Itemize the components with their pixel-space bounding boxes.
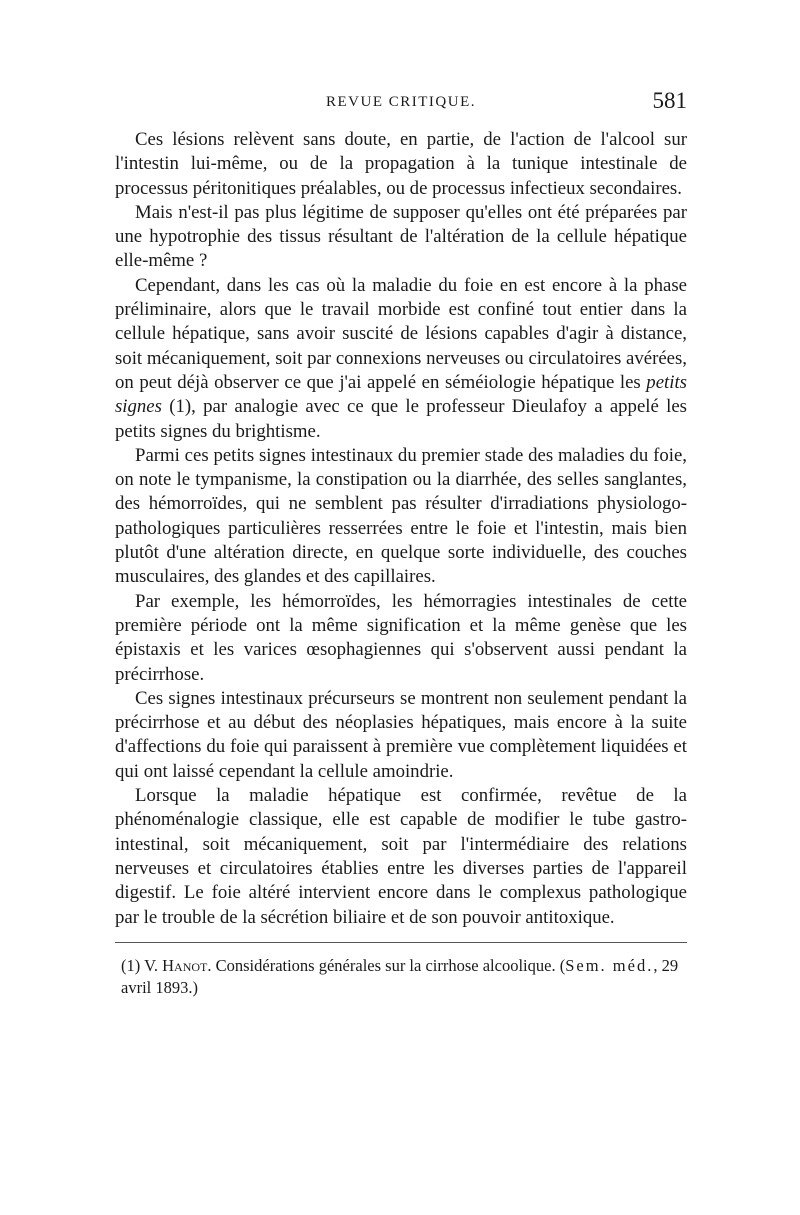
footnote xyxy=(115,955,687,999)
footnote-text: Considérations générales sur la cirrhose alcoolique. ( xyxy=(215,955,566,975)
paragraph-3 xyxy=(115,274,687,444)
running-title: REVUE CRITIQUE. xyxy=(326,94,476,110)
footnote-marker: (1) V. xyxy=(121,955,158,975)
book-page xyxy=(115,88,687,999)
paragraph-5: Par exemple, les hémorroïdes, les hémorragies intestinales de cette première période ont la même signification et la même genèse que les épistaxis et les varices œsophagiennes qui s'observent aussi pendant la précirrhose. xyxy=(115,590,687,685)
paragraph-1: Ces lésions relèvent sans doute, en partie, de l'action de l'alcool sur l'intestin lui-même, ou de la propagation à la tunique intestinale de processus péritonitiques préalables, ou de processus infectieux secondaires. xyxy=(115,129,687,199)
paragraph-2: Mais n'est-il pas plus légitime de supposer qu'elles ont été préparées par une hypotrophie des tissus résultant de l'altération de la cellule hépatique elle-même ? xyxy=(115,201,687,272)
paragraph-3-text-after: (1), par analogie avec ce que le professeur Dieulafoy a appelé les petits signes du brightisme. xyxy=(115,396,687,442)
paragraph-3-text-before: Cependant, dans les cas où la maladie du foie en est encore à la phase préliminaire, alors que le travail morbide est confiné tout entier dans la cellule hépatique, sans avoir suscité de lésions capables d'agir à distance, soit mécaniquement, soit par connexions nerveuses ou circulatoires avérées, on peut déjà observer ce que j'ai appelé en séméiologie hépatique les xyxy=(115,274,687,393)
page-number: 581 xyxy=(652,88,687,113)
paragraph-7: Lorsque la maladie hépatique est confirmée, revêtue de la phénoménalogie classique, elle est capable de modifier le tube gastro-intestinal, soit mécaniquement, soit par l'intermédiaire des relations nerveuses et circulatoires établies entre les diverses parties de l'appareil digestif. Le foie altéré intervient encore dans le complexus pathologique par le trouble de la sécrétion biliaire et de son pouvoir antitoxique. xyxy=(115,785,687,928)
footnote-journal: Sem. méd. xyxy=(565,955,654,975)
footnote-divider xyxy=(115,942,687,943)
page-header xyxy=(115,88,687,122)
footnote-author: Hanot. xyxy=(162,955,212,975)
paragraph-6: Ces signes intestinaux précurseurs se montrent non seulement pendant la précirrhose et au début des néoplasies hépatiques, mais encore à la suite d'affections du foie qui paraissent à première vue complètement liquidées et qui ont laissé cependant la cellule amoindrie. xyxy=(115,687,687,782)
petits-signes-italic: petits signes xyxy=(115,371,687,418)
body-text xyxy=(115,128,687,930)
footnote-date: , 29 avril 1893.) xyxy=(121,955,679,997)
paragraph-4: Parmi ces petits signes intestinaux du premier stade des maladies du foie, on note le tympanisme, la constipation ou la diarrhée, des selles sanglantes, des hémorroïdes, qui ne semblent pas résulter d'irradiations physiologo-pathologiques particulières resserrées entre le foie et l'intestin, mais bien plutôt d'une altération directe, en quelque sorte individuelle, des couches musculaires, des glandes et des capillaires. xyxy=(115,444,687,588)
